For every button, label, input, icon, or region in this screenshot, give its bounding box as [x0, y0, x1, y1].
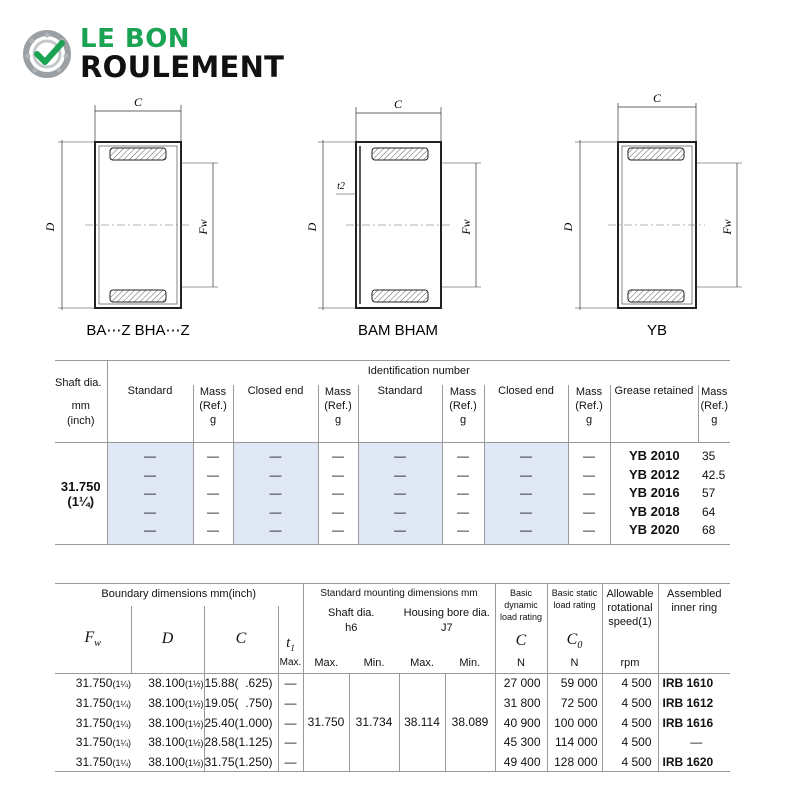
shaft-min-value: 31.734: [349, 674, 399, 772]
dynamic-rating-header: Basic dynamic load rating: [495, 584, 547, 630]
grease-mass-values: [698, 443, 730, 544]
dash-cell-4: —: [457, 504, 469, 519]
dash-cell-2: —: [520, 467, 532, 482]
col-grease-retained: Grease retained: [610, 385, 698, 405]
d-value: 38.100(1½): [131, 752, 204, 772]
t1-header: $t_1$: [278, 606, 303, 654]
d1-caption: BA⋯Z BHA⋯Z: [86, 322, 190, 339]
col-standard-1: Standard: [107, 385, 193, 405]
dash-cell-2: —: [332, 467, 344, 482]
dynamic-rating-value: 27 000: [495, 674, 547, 694]
dynamic-rating-value: 49 400: [495, 752, 547, 772]
dash-cell-2: —: [269, 467, 282, 482]
d-header: D: [131, 606, 204, 674]
d-value: 38.100(1½): [148, 676, 204, 691]
drawing-ba-z: [43, 95, 218, 339]
brand-logo: [22, 26, 284, 82]
grease-part-number-4: YB 2018: [628, 503, 680, 519]
housing-min-header: Min.: [459, 656, 481, 669]
bearing-check-icon: [22, 29, 72, 79]
shaft-min-header: Min.: [363, 656, 385, 669]
dash-cell-4: —: [583, 504, 595, 519]
grease-retained-values: [610, 443, 698, 544]
dash-cell-5: —: [520, 523, 532, 538]
d-value: 38.100(1½): [148, 735, 204, 750]
t1-value: —: [278, 713, 303, 733]
closed-end-1-values: [233, 443, 318, 544]
bearing-drawings: [0, 85, 800, 345]
mass-4-values: [568, 443, 610, 544]
grease-part-number-3: YB 2016: [628, 485, 680, 501]
dash-cell-1: —: [207, 449, 219, 464]
dash-cell-2: —: [457, 467, 469, 482]
col-closed-end-2: Closed end: [484, 385, 568, 405]
dash-cell-2: —: [394, 467, 406, 482]
d-value: 38.100(1½): [148, 715, 204, 730]
dynamic-rating-value: 45 300: [495, 733, 547, 753]
d3-caption: YB: [646, 322, 668, 339]
fw-value: 31.750(1¼): [75, 696, 131, 710]
dash-cell-5: —: [144, 523, 156, 538]
fw-value: 31.750(1¼): [75, 715, 131, 730]
speed-header: Allowable rotational speed(1): [602, 584, 658, 630]
speed-value: 4 500: [602, 752, 658, 772]
house-min-value: 38.089: [445, 674, 495, 772]
shaft-value: 31.750 (1¼): [55, 443, 107, 544]
inner-ring-value: —: [658, 733, 730, 753]
t1-value: —: [278, 674, 303, 694]
identification-table: [55, 360, 730, 545]
dash-cell-1: —: [332, 449, 344, 464]
dash-cell-3: —: [144, 486, 156, 501]
static-rating-value: 100 000: [547, 713, 602, 733]
dash-cell-1: —: [144, 449, 156, 464]
static-rating-value: 128 000: [547, 752, 602, 772]
logo-line2: ROULEMENT: [80, 50, 285, 84]
t1-value: —: [278, 752, 303, 772]
cr-header: C: [495, 629, 547, 653]
standard-1-values: [107, 443, 193, 544]
dash-cell-5: —: [332, 523, 344, 538]
dash-cell-5: —: [269, 523, 282, 538]
dash-cell-5: —: [457, 523, 469, 538]
shaft-unit-mm: mm: [71, 400, 90, 413]
identification-number-header: Identification number: [107, 361, 730, 385]
grease-mass-2: 42.5: [702, 467, 726, 482]
dimension-row: [55, 674, 730, 694]
dash-cell-4: —: [332, 504, 344, 519]
standard-2-values: [358, 443, 442, 544]
c-value: 25.40(1.000): [204, 713, 278, 733]
dash-cell-5: —: [583, 523, 595, 538]
inner-ring-header: Assembled inner ring: [658, 584, 730, 630]
cr-unit: N: [495, 653, 547, 673]
dash-cell-5: —: [207, 523, 219, 538]
boundary-dims-header: Boundary dimensions mm(inch): [55, 584, 303, 606]
dash-cell-3: —: [457, 486, 469, 501]
grease-mass-5: 68: [702, 523, 716, 538]
drawing-yb: [561, 91, 742, 339]
d3-d-label: D: [561, 222, 575, 232]
d3-c-label: C: [652, 91, 662, 105]
dynamic-rating-value: 40 900: [495, 713, 547, 733]
dash-cell-4: —: [207, 504, 219, 519]
inner-ring-value: IRB 1610: [658, 674, 730, 694]
shaft-dia-header: [55, 361, 107, 443]
dash-cell-2: —: [207, 467, 219, 482]
col-standard-2: Standard: [358, 385, 442, 405]
speed-value: 4 500: [602, 733, 658, 753]
mass-1-values: [193, 443, 233, 544]
col-closed-end-1: Closed end: [233, 385, 318, 405]
c0-header: $C_0$: [547, 629, 602, 653]
d-value: 38.100(1½): [148, 696, 204, 710]
static-rating-value: 59 000: [547, 674, 602, 694]
dash-cell-4: —: [394, 504, 406, 519]
c-value: 28.58(1.125): [204, 733, 278, 753]
mass-2-values: [318, 443, 358, 544]
col-mass-2: Mass (Ref.) g: [318, 385, 358, 443]
d2-c-label: C: [393, 97, 403, 111]
dash-cell-4: —: [144, 504, 156, 519]
c-value: 19.05( .750): [204, 693, 278, 713]
fw-value: 31.750(1¼): [75, 676, 131, 691]
c-value: 31.75(1.250): [204, 752, 278, 772]
dash-cell-5: —: [394, 523, 406, 538]
static-rating-header: Basic static load rating: [547, 584, 602, 630]
speed-unit: rpm: [602, 653, 658, 673]
closed-end-2-values: [484, 443, 568, 544]
grease-mass-4: 64: [702, 504, 716, 519]
dash-cell-1: —: [457, 449, 469, 464]
d1-d-label: D: [43, 222, 57, 232]
dash-cell-3: —: [583, 486, 595, 501]
mass-3-values: [442, 443, 484, 544]
col-mass-5: Mass (Ref.) g: [698, 385, 730, 443]
dash-cell-2: —: [144, 467, 156, 482]
id-data-rows: [55, 443, 730, 544]
house-max-value: 38.114: [399, 674, 445, 772]
grease-mass-1: 35: [702, 449, 716, 464]
dash-cell-3: —: [520, 486, 532, 501]
t1-value: —: [278, 733, 303, 753]
dynamic-rating-value: 31 800: [495, 693, 547, 713]
inner-ring-value: IRB 1612: [658, 693, 730, 713]
c0-unit: N: [547, 653, 602, 673]
col-mass-1: Mass (Ref.) g: [193, 385, 233, 443]
housing-bore-header: Housing bore dia. J7: [403, 606, 490, 634]
col-mass-4: Mass (Ref.) g: [568, 385, 610, 443]
dash-cell-3: —: [332, 486, 344, 501]
inner-ring-value: IRB 1620: [658, 752, 730, 772]
dash-cell-1: —: [583, 449, 595, 464]
fw-value: 31.750(1¼): [75, 735, 131, 750]
dash-cell-3: —: [269, 486, 282, 501]
grease-mass-3: 57: [702, 486, 716, 501]
grease-part-number-1: YB 2010: [628, 448, 680, 464]
dimensions-table: [55, 583, 730, 772]
d2-t2-label: t2: [337, 181, 345, 192]
dash-cell-2: —: [583, 467, 595, 482]
fw-value: 31.750(1¼): [55, 752, 131, 772]
drawing-bam: [305, 97, 481, 339]
speed-value: 4 500: [602, 674, 658, 694]
d2-d-label: D: [305, 222, 319, 232]
grease-part-number-2: YB 2012: [628, 466, 680, 482]
d1-fw-label: Fw: [196, 219, 210, 235]
d3-fw-label: Fw: [720, 219, 734, 235]
dash-cell-1: —: [394, 449, 406, 464]
grease-part-number-5: YB 2020: [628, 522, 680, 538]
t1-max-header: Max.: [278, 653, 303, 673]
shaft-max-value: 31.750: [303, 674, 349, 772]
dash-cell-4: —: [520, 504, 532, 519]
c-value: 15.88( .625): [204, 674, 278, 694]
shaft-max-header: Max.: [303, 653, 349, 673]
speed-value: 4 500: [602, 693, 658, 713]
dash-cell-1: —: [269, 449, 282, 464]
static-rating-value: 72 500: [547, 693, 602, 713]
logo-line1: LE BON: [80, 24, 191, 54]
dash-cell-1: —: [520, 449, 532, 464]
d1-c-label: C: [133, 95, 143, 109]
shaft-unit-inch: (inch): [66, 415, 95, 428]
c-header: C: [204, 606, 278, 674]
shaft-dia-label: Shaft dia.: [55, 377, 102, 390]
t1-value: —: [278, 693, 303, 713]
inner-ring-value: IRB 1616: [658, 713, 730, 733]
dash-cell-3: —: [207, 486, 219, 501]
housing-max-header: Max.: [410, 656, 434, 669]
mounting-dims-header: Standard mounting dimensions mm: [303, 584, 495, 606]
fw-header: $F_w$: [84, 628, 101, 650]
dash-cell-3: —: [394, 486, 406, 501]
d2-fw-label: Fw: [459, 219, 473, 235]
static-rating-value: 114 000: [547, 733, 602, 753]
col-mass-3: Mass (Ref.) g: [442, 385, 484, 443]
dash-cell-4: —: [269, 504, 282, 519]
speed-value: 4 500: [602, 713, 658, 733]
d2-caption: BAM BHAM: [357, 322, 439, 339]
shaft-dia-header: Shaft dia. h6: [303, 606, 399, 654]
